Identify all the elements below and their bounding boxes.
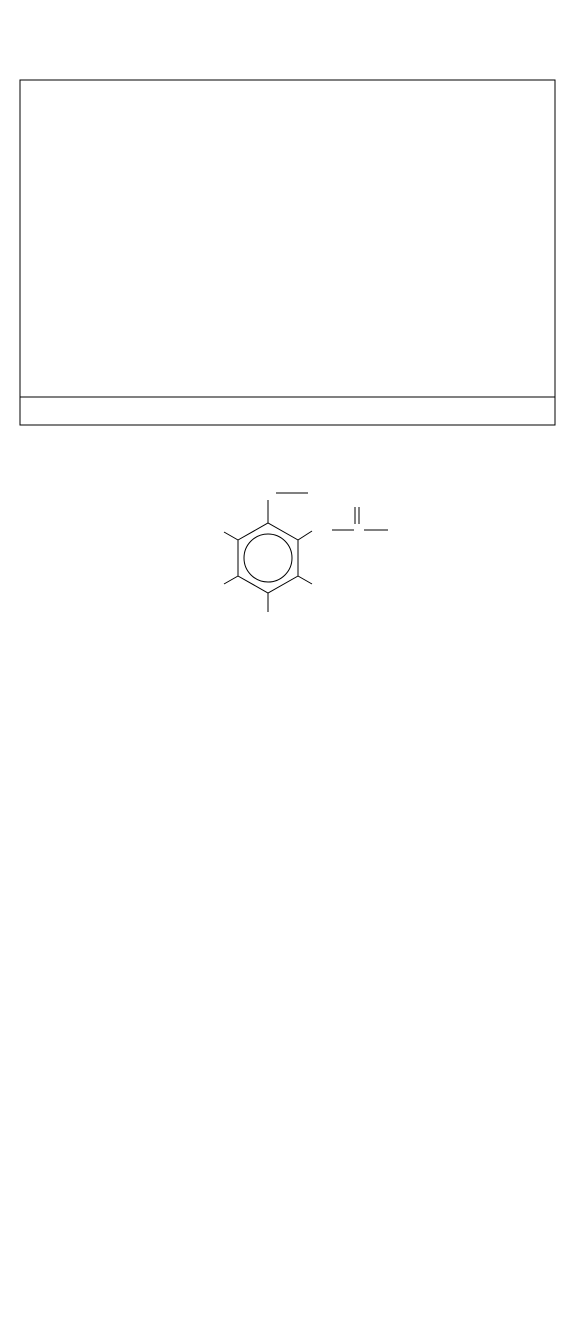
ring-to-nh-bond: [298, 531, 312, 540]
aromatic-circle: [244, 534, 292, 582]
molecule-structure: [150, 480, 430, 640]
plot-frame: [20, 80, 555, 425]
nmr-spectrum-chart: [0, 0, 570, 470]
ring-to-h-c-bond: [224, 576, 238, 584]
ring-to-h-e-bond: [224, 532, 238, 540]
ring-to-h-a-bond: [298, 576, 312, 584]
structure-bonds: [224, 493, 388, 612]
